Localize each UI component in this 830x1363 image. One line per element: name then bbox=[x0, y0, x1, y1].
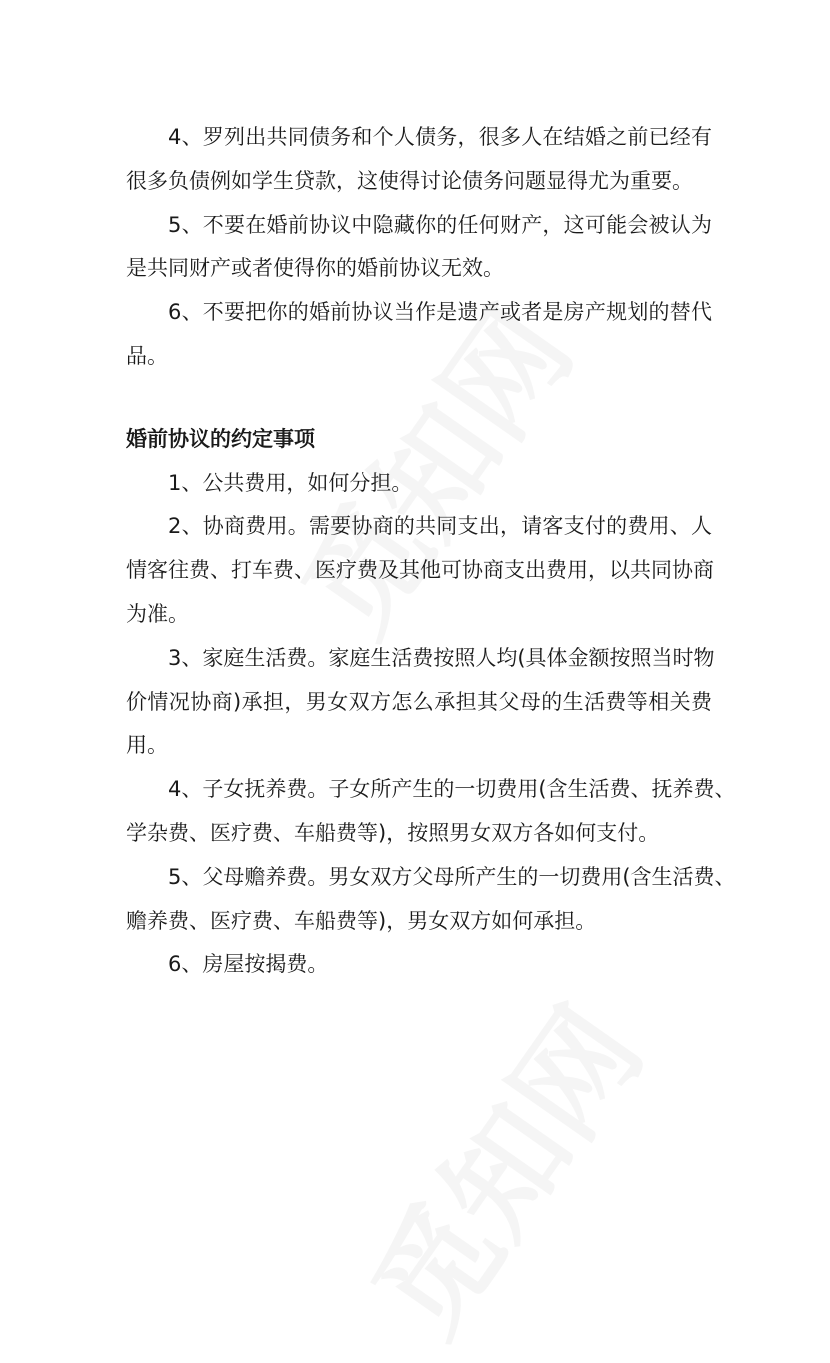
paragraph bbox=[126, 462, 712, 506]
paragraph-line: 5、父母赡养费。男女双方父母所产生的一切费用(含生活费、 bbox=[168, 864, 736, 889]
paragraph bbox=[126, 116, 712, 204]
paragraph-line: 6、房屋按揭费。 bbox=[168, 952, 329, 977]
paragraph-line: 学杂费、医疗费、车船费等)，按照男女双方各如何支付。 bbox=[126, 820, 660, 845]
document-page bbox=[126, 116, 736, 987]
paragraph-line: 价情况协商)承担，男女双方怎么承担其父母的生活费等相关费 bbox=[126, 689, 712, 714]
paragraph-line: 情客往费、打车费、医疗费及其他可协商支出费用，以共同协商 bbox=[126, 558, 714, 583]
paragraph bbox=[126, 505, 712, 636]
paragraph-line: 5、不要在婚前协议中隐藏你的任何财产，这可能会被认为 bbox=[168, 212, 712, 237]
paragraph-line: 很多负债例如学生贷款，这使得讨论债务问题显得尤为重要。 bbox=[126, 168, 693, 193]
paragraph-line: 用。 bbox=[126, 733, 168, 758]
paragraph bbox=[126, 204, 712, 292]
blank-line bbox=[126, 379, 712, 418]
paragraph-line: 是共同财产或者使得你的婚前协议无效。 bbox=[126, 256, 504, 281]
paragraph bbox=[126, 291, 712, 379]
paragraph-line: 4、罗列出共同债务和个人债务，很多人在结婚之前已经有 bbox=[168, 125, 712, 149]
paragraph-line: 3、家庭生活费。家庭生活费按照人均(具体金额按照当时物 bbox=[168, 645, 715, 670]
section-heading bbox=[126, 418, 712, 462]
paragraph bbox=[126, 856, 736, 944]
paragraph-line: 为准。 bbox=[126, 601, 189, 626]
paragraph-line: 4、子女抚养费。子女所产生的一切费用(含生活费、抚养费、 bbox=[168, 777, 736, 802]
section-tips bbox=[126, 116, 712, 379]
paragraph-line: 1、公共费用，如何分担。 bbox=[168, 470, 413, 495]
paragraph-line: 6、不要把你的婚前协议当作是遗产或者是房产规划的替代 bbox=[168, 300, 712, 325]
paragraph bbox=[126, 943, 712, 987]
paragraph-line: 品。 bbox=[126, 343, 168, 368]
paragraph-line: 赡养费、医疗费、车船费等)，男女双方如何承担。 bbox=[126, 908, 597, 933]
watermark bbox=[326, 969, 673, 1363]
heading-text: 婚前协议的约定事项 bbox=[126, 426, 315, 451]
paragraph bbox=[126, 768, 736, 856]
paragraph-line: 2、协商费用。需要协商的共同支出，请客支付的费用、人 bbox=[168, 514, 712, 539]
paragraph bbox=[126, 637, 715, 768]
section-agreement-items bbox=[126, 462, 736, 988]
